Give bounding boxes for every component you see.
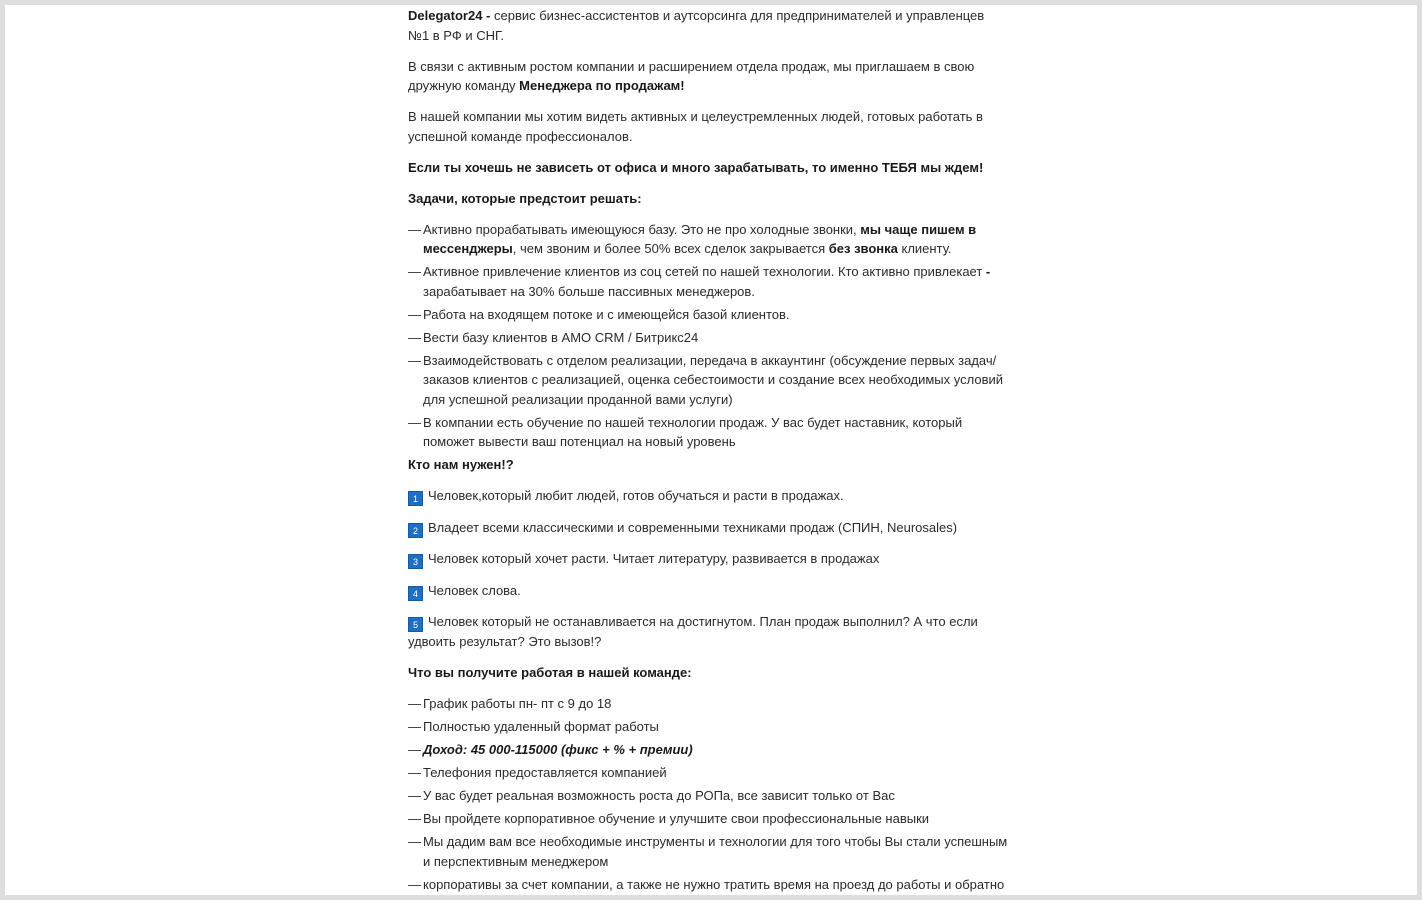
dash-mark: — (408, 719, 421, 734)
who-item-text: Человек который хочет расти. Читает литературу, развивается в продажах (428, 551, 880, 566)
intro-paragraph (408, 6, 1008, 45)
benefit-item (408, 786, 1008, 806)
who-item (408, 581, 1008, 601)
task-text: В компании есть обучение по нашей технологии продаж. У вас будет наставник, который поможет вывести ваш потенциал на новый уровень (423, 414, 963, 449)
benefit-text: График работы пн- пт с 9 до 18 (423, 696, 612, 711)
benefit-item (408, 809, 1008, 829)
benefit-text: Вы пройдете корпоративное обучение и улучшите свои профессиональные навыки (423, 811, 930, 826)
tasks-heading: Задачи, которые предстоит решать: (408, 190, 642, 206)
task-emphasis: - (985, 264, 991, 279)
keycap-number-icon: 4 (408, 586, 423, 601)
task-item (408, 328, 1008, 348)
dash-mark: — (408, 696, 421, 711)
task-item (408, 413, 1008, 452)
role-title: Менеджера по продажам! (519, 78, 685, 93)
benefit-text: У вас будет реальная возможность роста до РОПа, все зависит только от Вас (423, 788, 895, 803)
task-item (408, 351, 1008, 410)
intro-dash: - (482, 8, 494, 23)
task-item (408, 220, 1008, 259)
task-text: Активное привлечение клиентов из соц сетей по нашей технологии. Кто активно привлекает (423, 264, 986, 279)
benefit-item (408, 717, 1008, 737)
dash-mark: — (408, 306, 421, 322)
dash-mark: — (408, 834, 421, 849)
who-item-text: Владеет всеми классическими и современными техниками продаж (СПИН, Neurosales) (428, 519, 958, 535)
dash-mark: — (408, 742, 421, 757)
headline: Если ты хочешь не зависеть от офиса и много зарабатывать, то именно ТЕБЯ мы ждем! (408, 159, 984, 175)
who-list (408, 486, 1008, 652)
vacancy-description (408, 6, 1008, 898)
benefit-text: Мы дадим вам все необходимые инструменты и технологии для того чтобы Вы стали успешным и перспективным менеджером (423, 834, 1008, 869)
dash-mark: — (408, 765, 421, 780)
dash-mark: — (408, 221, 421, 237)
task-text: Вести базу клиентов в АМО CRM / Битрикс24 (423, 329, 699, 345)
dash-mark: — (408, 329, 421, 345)
task-item (408, 305, 1008, 325)
company-name: Delegator24 (408, 8, 483, 23)
looking-for-paragraph: В нашей компании мы хотим видеть активных и целеустремленных людей, готовых работать в успешной команде профессионалов. (408, 109, 983, 144)
income-text: Доход: 45 000-115000 (фикс + % + премии) (423, 742, 693, 757)
who-item (408, 518, 1008, 538)
who-item (408, 549, 1008, 569)
who-item (408, 612, 1008, 652)
benefit-text: Полностью удаленный формат работы (423, 719, 659, 734)
task-emphasis: без звонка (828, 241, 898, 256)
keycap-number-icon: 2 (408, 523, 423, 538)
benefit-item (408, 740, 1008, 760)
task-emphasis: мы чаще пишем в мессенджеры (423, 221, 977, 256)
tasks-list (408, 220, 1008, 452)
who-item-text: Человек который не останавливается на достигнутом. План продаж выполнил? А что если удвоить результат? Это вызов!? (408, 614, 978, 649)
dash-mark: — (408, 352, 421, 368)
invitation-text: В связи с активным ростом компании и расширением отдела продаж, мы приглашаем в свою дружную команду (408, 58, 975, 93)
company-tagline: сервис бизнес-ассистентов и аутсорсинга для предпринимателей и управленцев №1 в РФ и СНГ. (408, 8, 985, 43)
who-heading: Кто нам нужен!? (408, 457, 514, 472)
benefit-item (408, 694, 1008, 714)
benefit-item (408, 832, 1008, 871)
dash-mark: — (408, 876, 421, 892)
who-item (408, 486, 1008, 506)
keycap-number-icon: 5 (408, 617, 423, 632)
task-text: , чем звоним и более 50% всех сделок закрывается (512, 241, 829, 256)
dash-mark: — (408, 264, 421, 279)
benefits-list (408, 694, 1008, 894)
task-text: клиенту. (897, 241, 952, 256)
task-item (408, 262, 1008, 301)
benefit-text: Телефония предоставляется компанией (423, 765, 667, 780)
keycap-number-icon: 3 (408, 554, 423, 569)
dash-mark: — (408, 811, 421, 826)
invitation-paragraph (408, 57, 1008, 96)
task-text: Взаимодействовать с отделом реализации, передача в аккаунтинг (обсуждение первых задач/ заказов клиентов с реализацией, оценка себестоимости и создание всех необходимых условий для успешной реализации проданной вами услуги) (423, 352, 1004, 407)
who-item-text: Человек,который любит людей, готов обучаться и расти в продажах. (428, 488, 844, 503)
dash-mark: — (408, 788, 421, 803)
task-text: Активно прорабатывать имеющуюся базу. Это не про холодные звонки, (423, 221, 861, 237)
task-text: Работа на входящем потоке и с имеющейся базой клиентов. (423, 306, 790, 322)
keycap-number-icon: 1 (408, 491, 423, 506)
dash-mark: — (408, 414, 421, 430)
benefit-item (408, 875, 1008, 895)
who-item-text: Человек слова. (428, 582, 521, 598)
task-text: зарабатывает на 30% больше пассивных менеджеров. (423, 283, 755, 299)
benefit-item (408, 763, 1008, 783)
benefit-text: корпоративы за счет компании, а также не нужно тратить время на проезд до работы и обратно (423, 876, 1005, 892)
benefits-heading: Что вы получите работая в нашей команде: (408, 665, 692, 680)
